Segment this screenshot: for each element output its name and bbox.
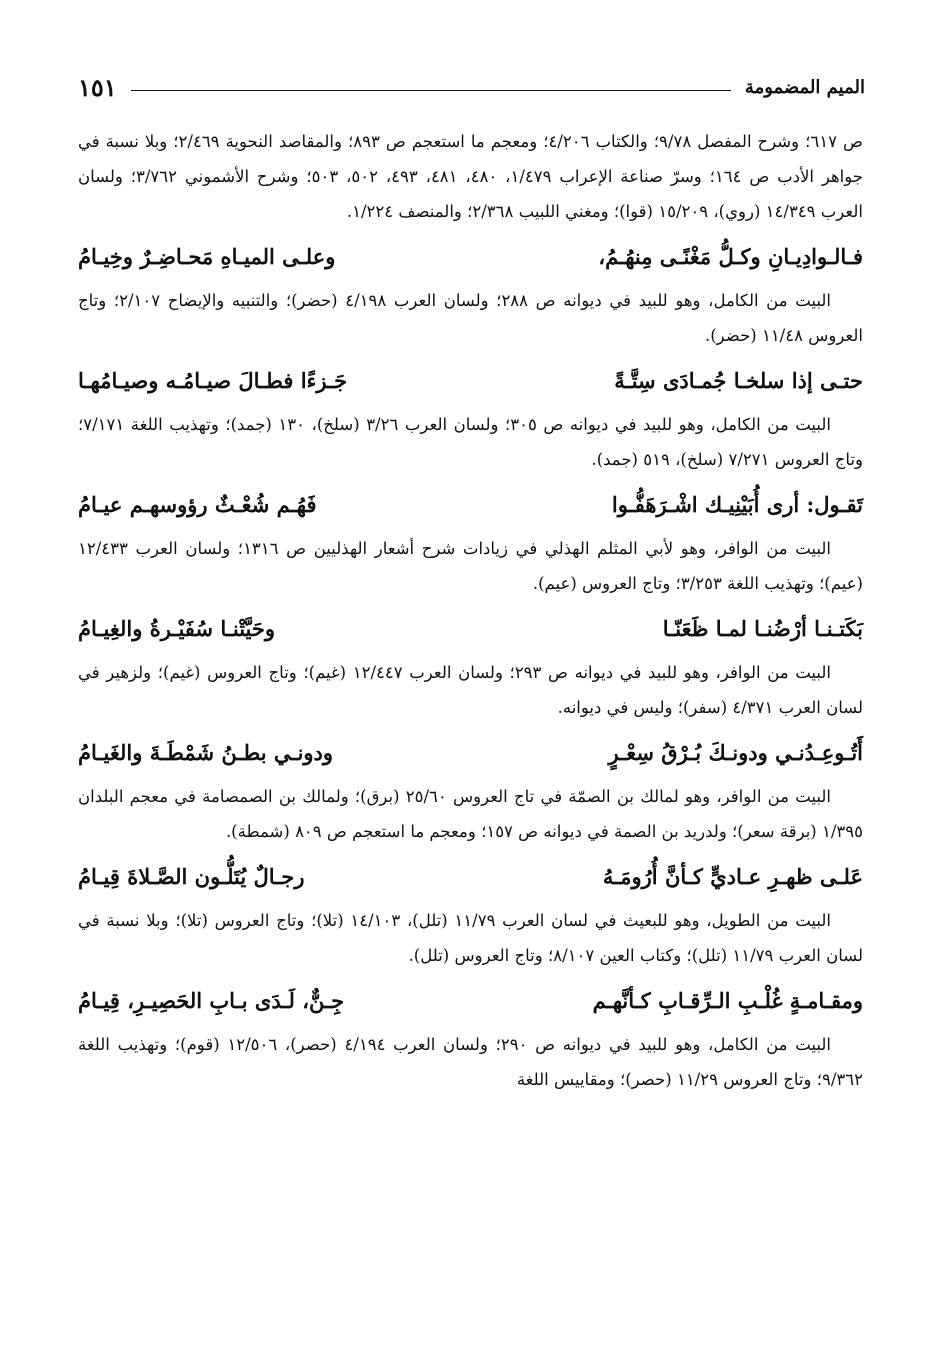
verse-line xyxy=(78,603,863,653)
verse-first-hemistich: حتـى إذا سلخـا جُمـادَى سِتَّـةً xyxy=(614,367,863,393)
verse-second-hemistich: رجـالٌ يُتَلُّـون الصَّـلاةَ قِيـامُ xyxy=(78,863,305,889)
citation-paragraph: البيت من الوافر، وهو لمالك بن الصمّة في تاج العروس ٢٥/٦٠ (برق)؛ ولمالك بن الصمصامة في معجم البلدان ١/٣٩٥ (برقة سعر)؛ ولدريد بن الصمة في ديوانه ص ١٥٧؛ ومعجم ما استعجم ص ٨٠٩ (شمطة). xyxy=(78,787,863,841)
verse-line xyxy=(78,231,863,281)
citation-paragraph: البيت من الوافر، وهو لأبي المثلم الهذلي في زيادات شرح أشعار الهذليين ص ١٣١٦؛ ولسان العرب ١٢/٤٣٣ (عيم)؛ وتهذيب اللغة ٣/٢٥٣؛ وتاج العروس (عيم). xyxy=(78,539,863,593)
citation-paragraph: البيت من الطويل، وهو للبعيث في لسان العرب ١١/٧٩ (تلل)، ١٤/١٠٣ (تلا)؛ وتاج العروس (تلا)؛ وبلا نسبة في لسان العرب ١١/٧٩ (تلل)؛ وكتاب العين ٨/١٠٧؛ وتاج العروس (تلل). xyxy=(78,911,863,965)
citation-paragraph: البيت من الكامل، وهو للبيد في ديوانه ص ٢٩٠؛ ولسان العرب ٤/١٩٤ (حصر)، ١٢/٥٠٦ (قوم)؛ وتهذيب اللغة ٩/٣٦٢؛ وتاج العروس ١١/٢٩ (حصر)؛ ومقاييس اللغة xyxy=(78,1035,863,1089)
verse-first-hemistich: بَكَتـنـا أرْضُنـا لمـا ظَعَنّـا xyxy=(662,615,863,641)
verse-first-hemistich: ومقـامـةٍ غُلْـبِ الـرِّقـابِ كـأنَّهـم xyxy=(592,987,863,1013)
verse-first-hemistich: تَقـول: أرى أُبَيْنِيـك اشْـرَهَفُّـوا xyxy=(611,491,863,517)
verse-line xyxy=(78,975,863,1025)
verse-second-hemistich: وعلـى الميـاهِ مَحـاضِـرٌ وخِيـامُ xyxy=(78,243,336,269)
running-header xyxy=(78,70,865,104)
verse-line xyxy=(78,851,863,901)
verse-second-hemistich: فَهُـم شُعْـثٌ رؤوسهـم عيـامُ xyxy=(78,491,317,517)
citation-paragraph: ص ٦١٧؛ وشرح المفصل ٩/٧٨؛ والكتاب ٤/٢٠٦؛ ومعجم ما استعجم ص ٨٩٣؛ والمقاصد النحوية ٢/٤٦٩؛ وبلا نسبة في جواهر الأدب ص ١٦٤؛ وسرّ صناعة الإعراب ١/٤٧٩، ٤٨٠، ٤٨١، ٤٩٣، ٥٠٢، ٥٠٣؛ وشرح الأشموني ٣/٧٦٢؛ ولسان العرب ١٤/٣٤٩ (روي)، ١٥/٢٠٩ (قوا)؛ ومغني اللبيب ٢/٣٦٨؛ والمنصف ١/٢٢٤. xyxy=(78,132,863,221)
running-title: الميم المضمومة xyxy=(744,76,865,98)
verse-line xyxy=(78,727,863,777)
citation-paragraph: البيت من الكامل، وهو للبيد في ديوانه ص ٣٠٥؛ ولسان العرب ٣/٢٦ (سلخ)، ١٣٠ (جمد)؛ وتهذيب اللغة ٧/١٧١؛ وتاج العروس ٧/٢٧١ (سلخ)، ٥١٩ (جمد). xyxy=(78,415,863,469)
citation-paragraph: البيت من الكامل، وهو للبيد في ديوانه ص ٢٨٨؛ ولسان العرب ٤/١٩٨ (حضر)؛ والتنبيه والإيضاح ٢/١٠٧؛ وتاج العروس ١١/٤٨ (حضر). xyxy=(78,291,863,345)
verse-line xyxy=(78,479,863,529)
verse-second-hemistich: وحَيَّتْنـا سُفَيْـرةُ والغِيـامُ xyxy=(78,615,275,641)
verse-first-hemistich: عَلـى ظهـرِ عـاديٍّ كـأنَّ أُرُومَـهُ xyxy=(602,863,863,889)
citation-paragraph: البيت من الوافر، وهو للبيد في ديوانه ص ٢٩٣؛ ولسان العرب ١٢/٤٤٧ (غيم)؛ وتاج العروس (غيم)؛ ولزهير في لسان العرب ٤/٣٧١ (سفر)؛ وليس في ديوانه. xyxy=(78,663,863,717)
page-number: ١٥١ xyxy=(78,72,117,102)
page-body xyxy=(78,124,863,1097)
verse-first-hemistich: فـالـوادِيـانِ وكـلُّ مَغْنًـى مِنهُـمُ، xyxy=(598,243,863,269)
header-rule xyxy=(131,90,731,91)
verse-first-hemistich: أَتُـوعِـدُنـي ودونـكَ بُـرْقُ سِعْـرٍ xyxy=(608,739,863,765)
verse-second-hemistich: جَـزءًا فطـالَ صيـامُـه وصيـامُهـا xyxy=(78,367,348,393)
verse-line xyxy=(78,355,863,405)
verse-second-hemistich: ودونـي بطـنُ شَمْطَـةَ والغَيـامُ xyxy=(78,739,334,765)
verse-second-hemistich: جِـنٌّ، لَـدَى بـابِ الحَصِيـرِ، قِيـامُ xyxy=(78,987,345,1013)
